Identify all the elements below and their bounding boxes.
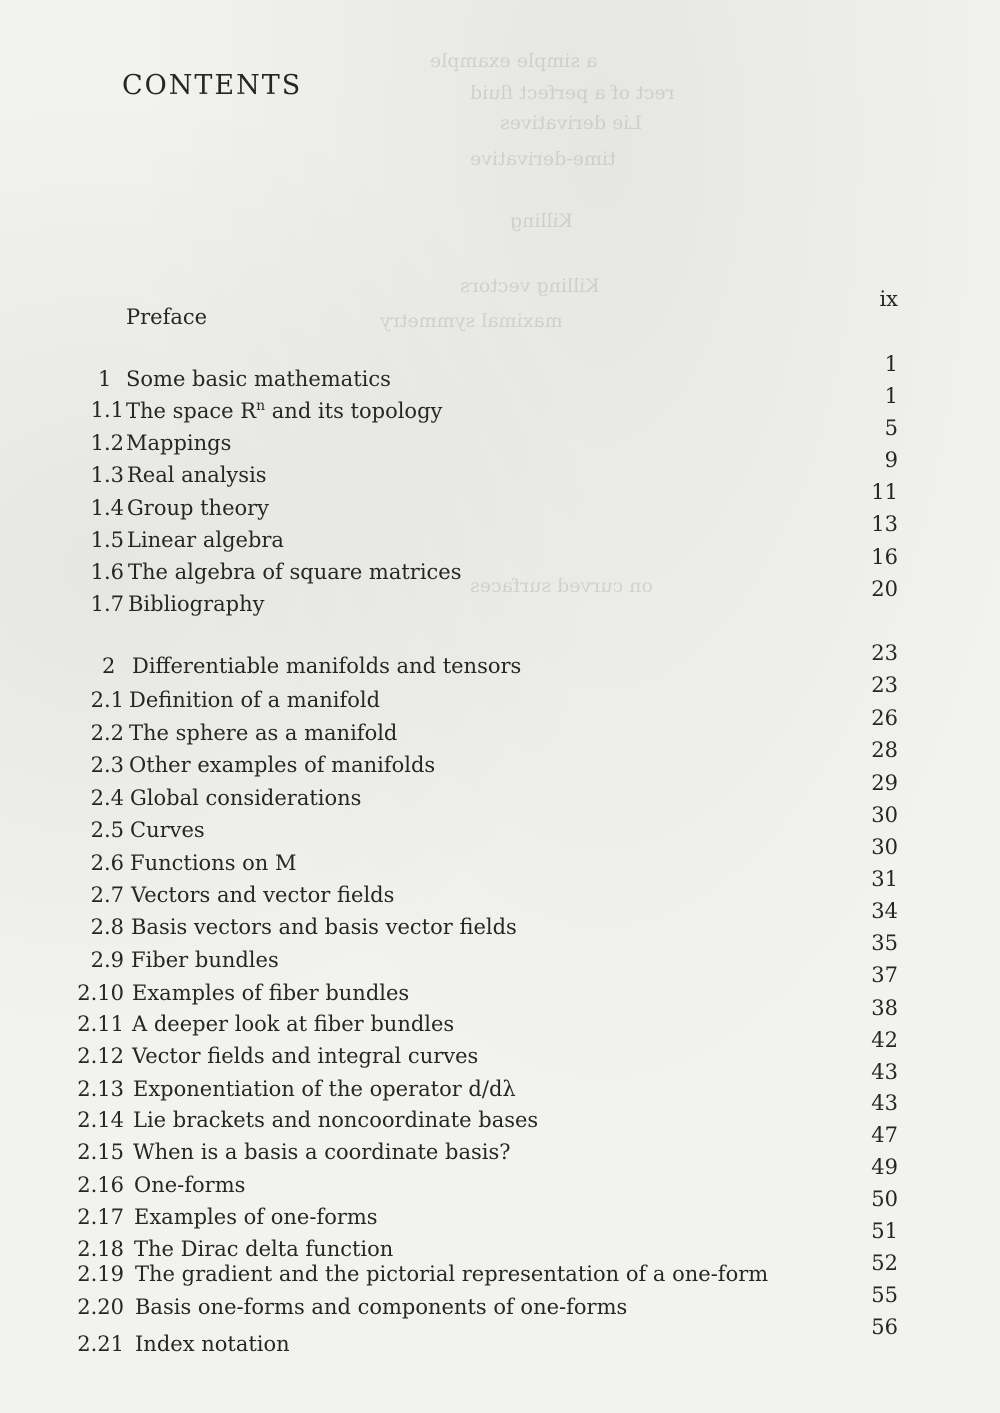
section-title[interactable]: Exponentiation of the operator d/dλ [133,1077,516,1101]
page-number: 20 [871,577,898,601]
page-number: 29 [871,771,898,795]
section-number: 2.3 [90,753,124,777]
section-number: 2.19 [77,1262,124,1286]
section-title[interactable]: Group theory [127,496,270,520]
section-number: 1.6 [90,560,124,584]
superscript: n [256,398,266,414]
page-number: 47 [871,1123,898,1147]
page-number: 50 [871,1187,898,1211]
page-number: 5 [884,416,898,440]
section-title[interactable]: A deeper look at fiber bundles [132,1012,455,1036]
section-title[interactable]: Real analysis [127,463,267,487]
section-number: 1.1 [90,398,124,422]
section-title[interactable]: Global considerations [130,786,362,810]
section-number: 2.9 [90,948,124,972]
section-title[interactable]: Basis vectors and basis vector fields [131,915,517,939]
section-title[interactable]: Definition of a manifold [129,688,381,712]
section-number: 2.16 [77,1173,124,1197]
section-number: 2.5 [90,818,124,842]
section-number: 2.1 [90,688,124,712]
section-number: 2.11 [77,1012,124,1036]
section-number: 2.14 [77,1108,124,1132]
section-title[interactable]: When is a basis a coordinate basis? [133,1140,511,1164]
section-number: 2.20 [77,1295,124,1319]
page-number: 35 [871,931,898,955]
section-number: 2.8 [90,915,124,939]
page-number: 34 [871,899,898,923]
bleed-through-text: Killing [510,210,573,232]
section-title[interactable]: Basis one-forms and components of one-forms [135,1295,628,1319]
section-number: 1.7 [90,592,124,616]
section-title[interactable]: The Dirac delta function [134,1237,394,1261]
page-number: 42 [871,1028,898,1052]
page-number: 31 [871,867,898,891]
page-number: 51 [871,1219,898,1243]
section-title[interactable]: Functions on M [130,851,297,875]
preface-page-number: ix [879,287,898,311]
section-number: 1.3 [90,463,124,487]
bleed-through-text: a simple example [430,50,598,72]
section-title[interactable]: Examples of fiber bundles [132,981,410,1005]
page-number: 28 [871,738,898,762]
section-title[interactable]: Other examples of manifolds [129,753,436,777]
section-number: 1.5 [90,528,124,552]
section-number: 2.4 [90,786,124,810]
section-title[interactable]: The gradient and the pictorial representation of a one-form [135,1262,769,1286]
page-number: 30 [871,835,898,859]
section-title[interactable]: The space $R^n$ and its topology [126,398,443,423]
section-title[interactable]: The sphere as a manifold [129,721,398,745]
chapter-number: 2 [102,654,116,678]
page-number: 30 [871,803,898,827]
section-number: 2.10 [77,981,124,1005]
section-title[interactable]: Vector fields and integral curves [132,1044,479,1068]
section-title[interactable]: Mappings [126,431,232,455]
section-title[interactable]: Lie brackets and noncoordinate bases [133,1108,539,1132]
page-number: 23 [871,641,898,665]
page-number: 55 [871,1283,898,1307]
section-number: 2.2 [90,721,124,745]
bleed-through-text: Killing vectors [460,275,600,297]
section-number: 2.15 [77,1140,124,1164]
bleed-through-text: maximal symmetry [380,310,563,332]
contents-heading: CONTENTS [122,70,303,102]
page-number: 16 [871,545,898,569]
page-number: 56 [871,1315,898,1339]
page-number: 13 [871,512,898,536]
bleed-through-text: rect of a perfect fluid [470,82,675,104]
bleed-through-text: time-derivative [470,148,616,170]
page-number: 23 [871,673,898,697]
section-number: 2.6 [90,851,124,875]
page-number: 38 [871,996,898,1020]
page-number: 43 [871,1060,898,1084]
section-title[interactable]: Index notation [135,1332,290,1356]
bleed-through-text: Lie derivatives [500,112,643,134]
section-title[interactable]: Fiber bundles [131,948,279,972]
chapter-title[interactable]: Some basic mathematics [126,367,391,391]
section-number: 1.2 [90,431,124,455]
page-number: 11 [871,480,898,504]
page-number: 1 [884,384,898,408]
section-number: 2.13 [77,1077,124,1101]
section-title[interactable]: Linear algebra [127,528,284,552]
page-number: 9 [884,448,898,472]
preface-label[interactable]: Preface [126,305,208,329]
section-number: 1.4 [90,496,124,520]
page-number: 26 [871,706,898,730]
page-number: 1 [884,352,898,376]
section-number: 2.7 [90,883,124,907]
page-number: 49 [871,1155,898,1179]
section-title[interactable]: The algebra of square matrices [128,560,462,584]
chapter-title[interactable]: Differentiable manifolds and tensors [132,654,522,678]
section-number: 2.21 [77,1332,124,1356]
section-number: 2.17 [77,1205,124,1229]
page-number: 37 [871,963,898,987]
page-number: 43 [871,1091,898,1115]
bleed-through-text: on curved surfaces [470,575,653,597]
section-number: 2.18 [77,1237,124,1261]
section-title[interactable]: One-forms [134,1173,246,1197]
section-title[interactable]: Curves [130,818,205,842]
section-title[interactable]: Examples of one-forms [134,1205,378,1229]
page-number: 52 [871,1251,898,1275]
section-title[interactable]: Bibliography [128,592,265,616]
section-number: 2.12 [77,1044,124,1068]
chapter-number: 1 [98,367,112,391]
section-title[interactable]: Vectors and vector fields [131,883,395,907]
